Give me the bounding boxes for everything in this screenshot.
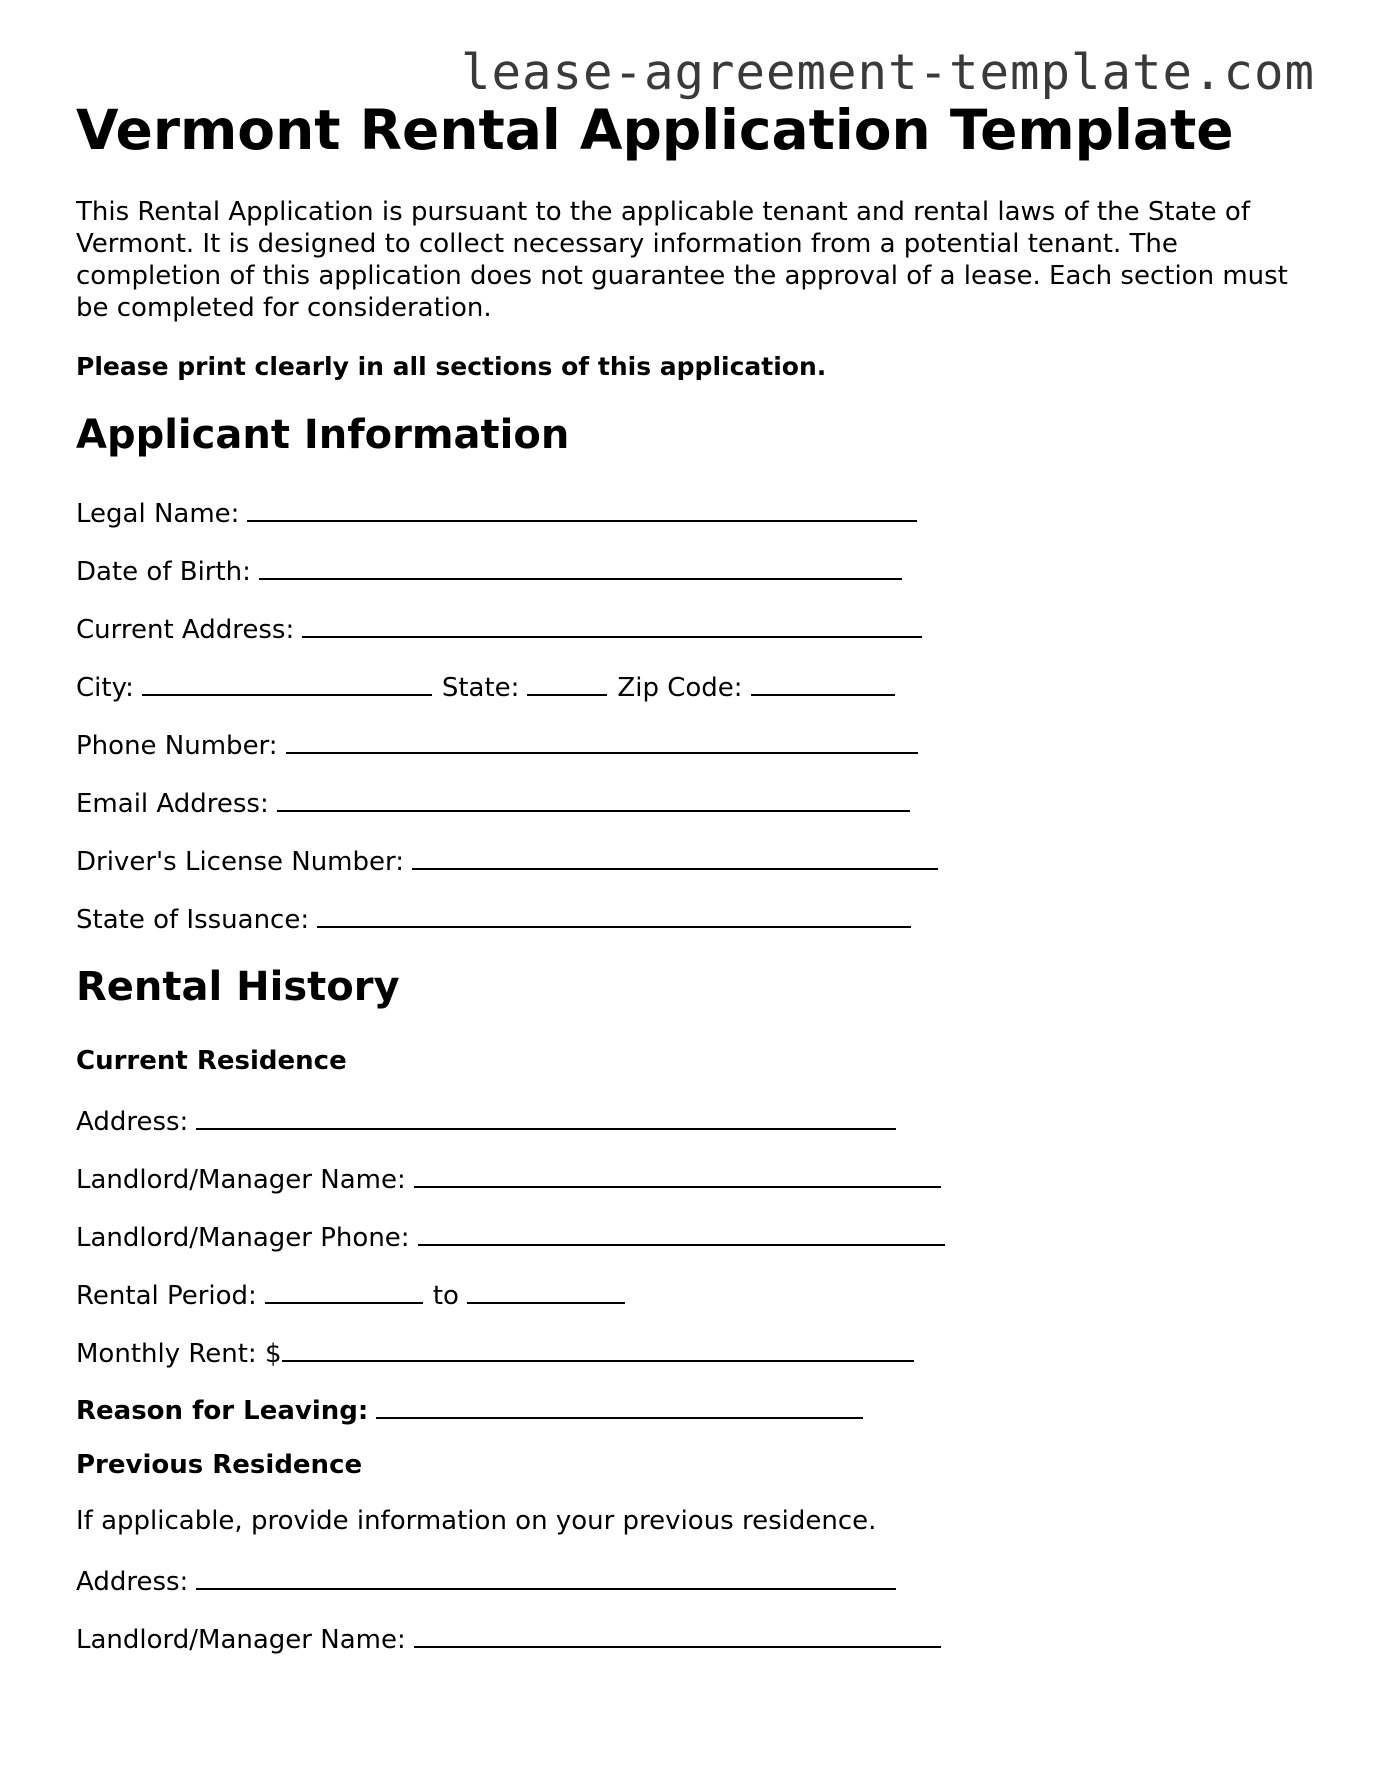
intro-paragraph: This Rental Application is pursuant to the applicable tenant and rental laws of the State of Vermont. It is designed to collect necessary information from a potential tenant. The completion of this application does not guarantee the approval of a lease. Each section must be completed for consideration. xyxy=(76,197,1288,323)
previous-residence-note: If applicable, provide information on your previous residence. xyxy=(76,1506,877,1536)
date-of-birth-row xyxy=(76,552,902,589)
previous-landlord-name-field[interactable] xyxy=(414,1620,941,1648)
rental-period-label: Rental Period: xyxy=(76,1281,257,1311)
email-address-row xyxy=(76,784,910,821)
phone-number-label: Phone Number: xyxy=(76,731,278,761)
rental-period-to-label: to xyxy=(432,1281,459,1311)
phone-number-row xyxy=(76,726,918,763)
city-state-zip-row xyxy=(76,668,895,705)
current-address-field[interactable] xyxy=(302,610,922,638)
current-residence-heading: Current Residence xyxy=(76,1046,347,1076)
zip-code-field[interactable] xyxy=(751,668,895,696)
zip-code-label: Zip Code: xyxy=(617,673,743,703)
current-landlord-name-row xyxy=(76,1160,941,1197)
drivers-license-row xyxy=(76,842,938,879)
rental-history-heading: Rental History xyxy=(76,964,400,1010)
previous-residence-heading: Previous Residence xyxy=(76,1450,363,1480)
current-address-label: Current Address: xyxy=(76,615,295,645)
reason-for-leaving-row xyxy=(76,1391,863,1428)
rental-period-end-field[interactable] xyxy=(467,1276,625,1304)
city-label: City: xyxy=(76,673,134,703)
email-address-label: Email Address: xyxy=(76,789,269,819)
current-address-history-row xyxy=(76,1102,896,1139)
current-residence-address-field[interactable] xyxy=(196,1102,896,1130)
current-landlord-phone-field[interactable] xyxy=(418,1218,945,1246)
applicant-information-heading: Applicant Information xyxy=(76,412,570,458)
state-of-issuance-label: State of Issuance: xyxy=(76,905,310,935)
reason-for-leaving-label: Reason for Leaving: xyxy=(76,1396,369,1426)
rental-period-start-field[interactable] xyxy=(265,1276,423,1304)
previous-landlord-name-row xyxy=(76,1620,941,1657)
phone-number-field[interactable] xyxy=(286,726,918,754)
drivers-license-field[interactable] xyxy=(412,842,938,870)
state-field[interactable] xyxy=(527,668,607,696)
rental-period-row xyxy=(76,1276,625,1313)
current-residence-address-label: Address: xyxy=(76,1107,189,1137)
current-landlord-phone-label: Landlord/Manager Phone: xyxy=(76,1223,410,1253)
current-landlord-phone-row xyxy=(76,1218,945,1255)
state-label: State: xyxy=(441,673,520,703)
legal-name-row xyxy=(76,494,917,531)
state-of-issuance-field[interactable] xyxy=(317,900,911,928)
current-landlord-name-label: Landlord/Manager Name: xyxy=(76,1165,406,1195)
current-landlord-name-field[interactable] xyxy=(414,1160,941,1188)
city-field[interactable] xyxy=(142,668,432,696)
monthly-rent-label: Monthly Rent: $ xyxy=(76,1339,282,1369)
previous-residence-address-field[interactable] xyxy=(196,1562,896,1590)
previous-address-row xyxy=(76,1562,896,1599)
print-clearly-notice: Please print clearly in all sections of this application. xyxy=(76,352,827,381)
reason-for-leaving-field[interactable] xyxy=(376,1391,863,1419)
previous-residence-address-label: Address: xyxy=(76,1567,189,1597)
legal-name-field[interactable] xyxy=(247,494,917,522)
drivers-license-label: Driver's License Number: xyxy=(76,847,404,877)
site-watermark: lease-agreement-template.com xyxy=(460,44,1315,101)
monthly-rent-row xyxy=(76,1334,914,1371)
current-address-row xyxy=(76,610,922,647)
monthly-rent-field[interactable] xyxy=(282,1334,914,1362)
date-of-birth-label: Date of Birth: xyxy=(76,557,251,587)
email-address-field[interactable] xyxy=(277,784,910,812)
legal-name-label: Legal Name: xyxy=(76,499,240,529)
state-of-issuance-row xyxy=(76,900,911,937)
date-of-birth-field[interactable] xyxy=(259,552,902,580)
previous-landlord-name-label: Landlord/Manager Name: xyxy=(76,1625,406,1655)
page-title: Vermont Rental Application Template xyxy=(76,98,1234,162)
